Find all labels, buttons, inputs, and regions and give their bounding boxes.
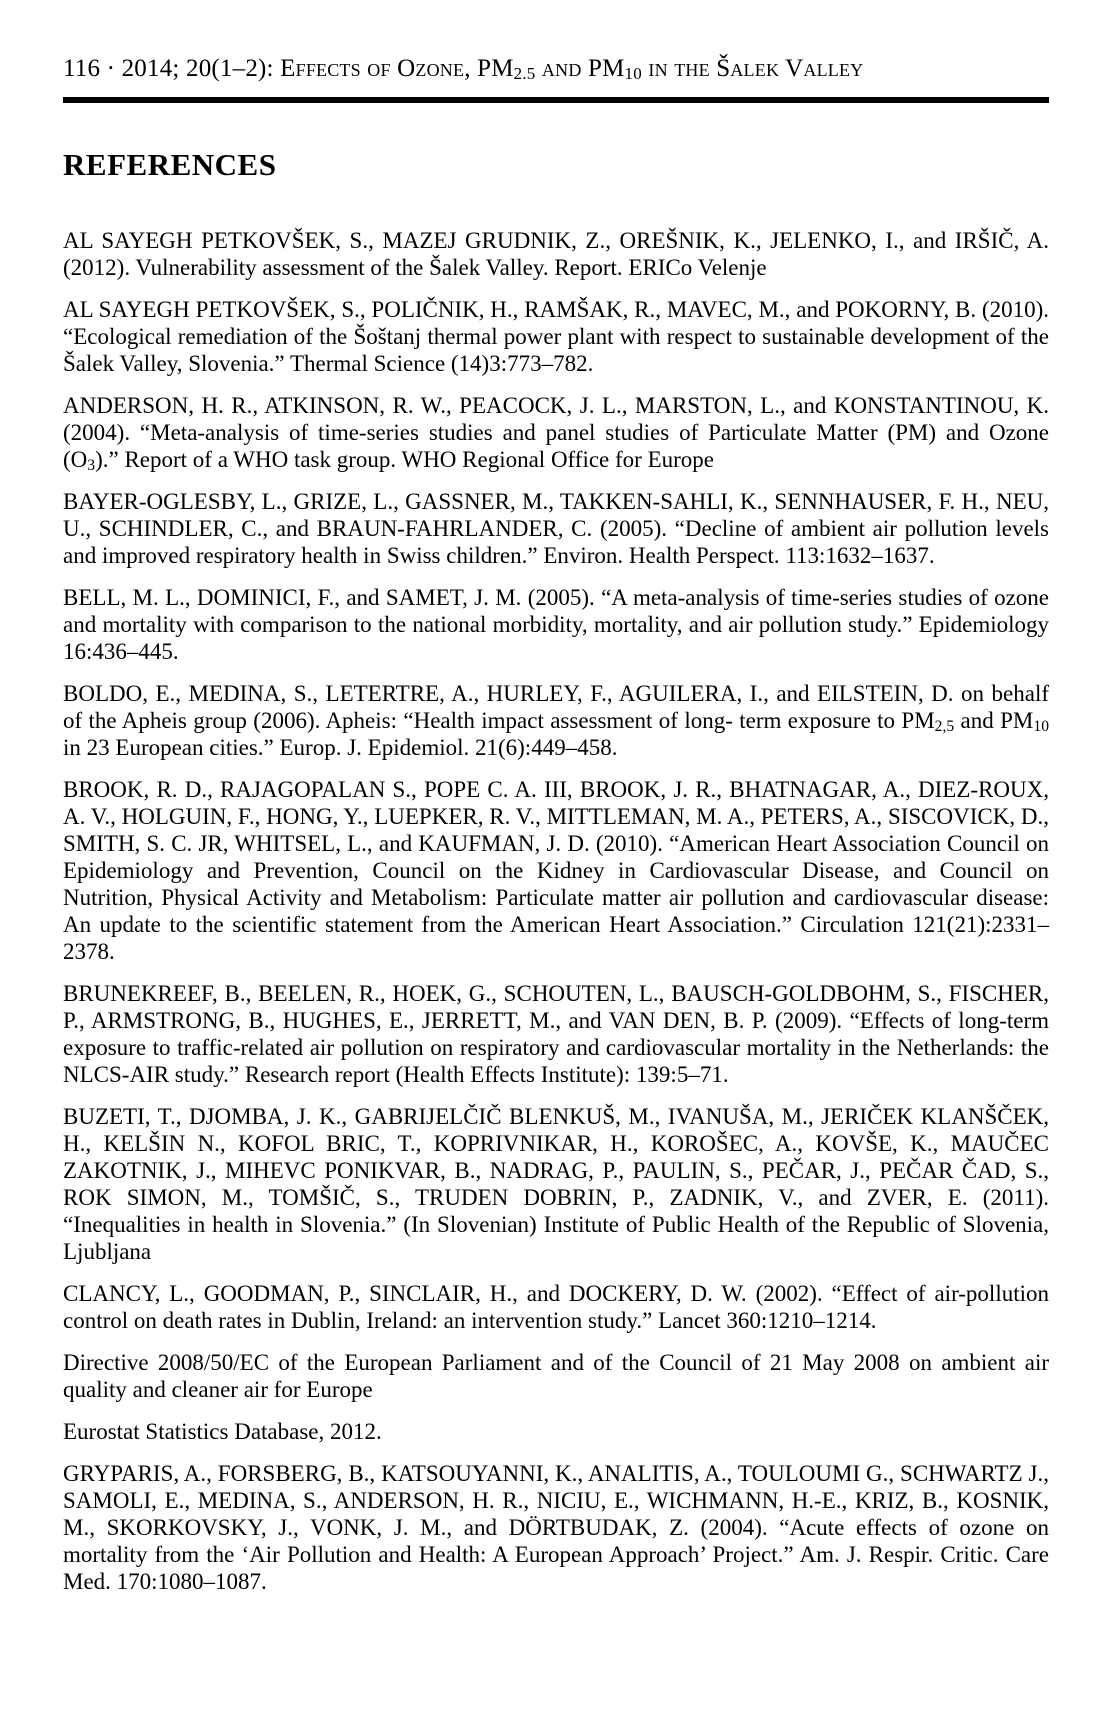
reference-entry: GRYPARIS, A., FORSBERG, B., KATSOUYANNI, K., ANALITIS, A., TOULOUMI G., SCHWARTZ J., SAMOLI, E., MEDINA, S., ANDERSON, H. R., NICIU, E., WICHMANN, H.-E., KRIZ, B., KOSNIK, M., SKORKOVSKY, J., VONK, J. M., and DÖRTBUDAK, Z. (2004). “Acute effects of ozone on mortality from the ‘Air Pollution and Health: A European Approach’ Project.” Am. J. Respir. Critic. Care Med. 170:1080–1087. — [63, 1461, 1049, 1594]
reference-entry: CLANCY, L., GOODMAN, P., SINCLAIR, H., and DOCKERY, D. W. (2002). “Effect of air-pollution control on death rates in Dublin, Ireland: an intervention study.” Lancet 360:1210–1214. — [63, 1281, 1049, 1333]
reference-entry: BOLDO, E., MEDINA, S., LETERTRE, A., HURLEY, F., AGUILERA, I., and EILSTEIN, D. on behalf of the Apheis group (2006). Apheis: “Health impact assessment of long- term exposure to $PM_{2,5}$ and $PM_{10}$ in 23 European cities.” Europ. J. Epidemiol. 21(6):449–458. — [63, 681, 1050, 760]
reference-entry: BELL, M. L., DOMINICI, F., and SAMET, J. M. (2005). “A meta-analysis of time-series studies of ozone and mortality with comparison to the national morbidity, mortality, and air pollution study.” Epidemiology 16:436–445. — [63, 585, 1049, 664]
reference-entry: AL SAYEGH PETKOVŠEK, S., POLIČNIK, H., RAMŠAK, R., MAVEC, M., and POKORNY, B. (2010). “Ecological remediation of the Šoštanj thermal power plant with respect to sustainable development of the Šalek Valley, Slovenia.” Thermal Science (14)3:773–782. — [63, 297, 1049, 376]
header-page-number-citation: 116 · 2014; 20(1–2): — [63, 55, 281, 82]
reference-entry: BROOK, R. D., RAJAGOPALAN S., POPE C. A. III, BROOK, J. R., BHATNAGAR, A., DIEZ-ROUX, A. V., HOLGUIN, F., HONG, Y., LUEPKER, R. V., MITTLEMAN, M. A., PETERS, A., SISCOVICK, D., SMITH, S. C. JR, WHITSEL, L., and KAUFMAN, J. D. (2010). “American Heart Association Council on Epidemiology and Prevention, Council on the Kidney in Cardiovascular Disease, and Council on Nutrition, Physical Activity and Metabolism: Particulate matter air pollution and cardiovascular disease: An update to the scientific statement from the American Heart Association.” Circulation 121(21):2331–2378. — [63, 777, 1049, 964]
reference-entry: Directive 2008/50/EC of the European Parliament and of the Council of 21 May 2008 on ambient air quality and cleaner air for Europe — [63, 1350, 1049, 1402]
section-title: REFERENCES — [63, 147, 277, 182]
reference-entry: ANDERSON, H. R., ATKINSON, R. W., PEACOCK, J. L., MARSTON, L., and KONSTANTINOU, K. (2004). “Meta-analysis of time-series studies and panel studies of Particulate Matter (PM) and Ozone $(O_3)$.” Report of a WHO task group. WHO Regional Office for Europe — [63, 393, 1049, 474]
references-list — [63, 227, 1049, 1595]
reference-entry: Eurostat Statistics Database, 2012. — [63, 1419, 382, 1444]
header-running-title: Effects of Ozone, $PM_{2.5}$ and $PM_{10}$ in the Šalek Valley — [280, 55, 864, 84]
reference-entry: BAYER-OGLESBY, L., GRIZE, L., GASSNER, M., TAKKEN-SAHLI, K., SENNHAUSER, F. H., NEU, U., SCHINDLER, C., and BRAUN-FAHRLANDER, C. (2005). “Decline of ambient air pollution levels and improved respiratory health in Swiss children.” Environ. Health Perspect. 113:1632–1637. — [63, 489, 1049, 568]
header-rule-divider — [63, 97, 1049, 103]
reference-entry: BUZETI, T., DJOMBA, J. K., GABRIJELČIČ BLENKUŠ, M., IVANUŠA, M., JERIČEK KLANŠČEK, H., KELŠIN N., KOFOL BRIC, T., KOPRIVNIKAR, H., KOROŠEC, A., KOVŠE, K., MAUČEC ZAKOTNIK, J., MIHEVC PONIKVAR, B., NADRAG, P., PAULIN, S., PEČAR, J., PEČAR ČAD, S., ROK SIMON, M., TOMŠIČ, S., TRUDEN DOBRIN, P., ZADNIK, V., and ZVER, E. (2011). “Inequalities in health in Slovenia.” (In Slovenian) Institute of Public Health of the Republic of Slovenia, Ljubljana — [63, 1104, 1049, 1264]
running-header — [63, 55, 1049, 83]
reference-entry: BRUNEKREEF, B., BEELEN, R., HOEK, G., SCHOUTEN, L., BAUSCH-GOLDBOHM, S., FISCHER, P., ARMSTRONG, B., HUGHES, E., JERRETT, M., and VAN DEN, B. P. (2009). “Effects of long-term exposure to traffic-related air pollution on respiratory and cardiovascular mortality in the Netherlands: the NLCS-AIR study.” Research report (Health Effects Institute): 139:5–71. — [63, 981, 1049, 1087]
reference-entry: AL SAYEGH PETKOVŠEK, S., MAZEJ GRUDNIK, Z., OREŠNIK, K., JELENKO, I., and IRŠIČ, A. (2012). Vulnerability assessment of the Šalek Valley. Report. ERICo Velenje — [63, 228, 1049, 280]
